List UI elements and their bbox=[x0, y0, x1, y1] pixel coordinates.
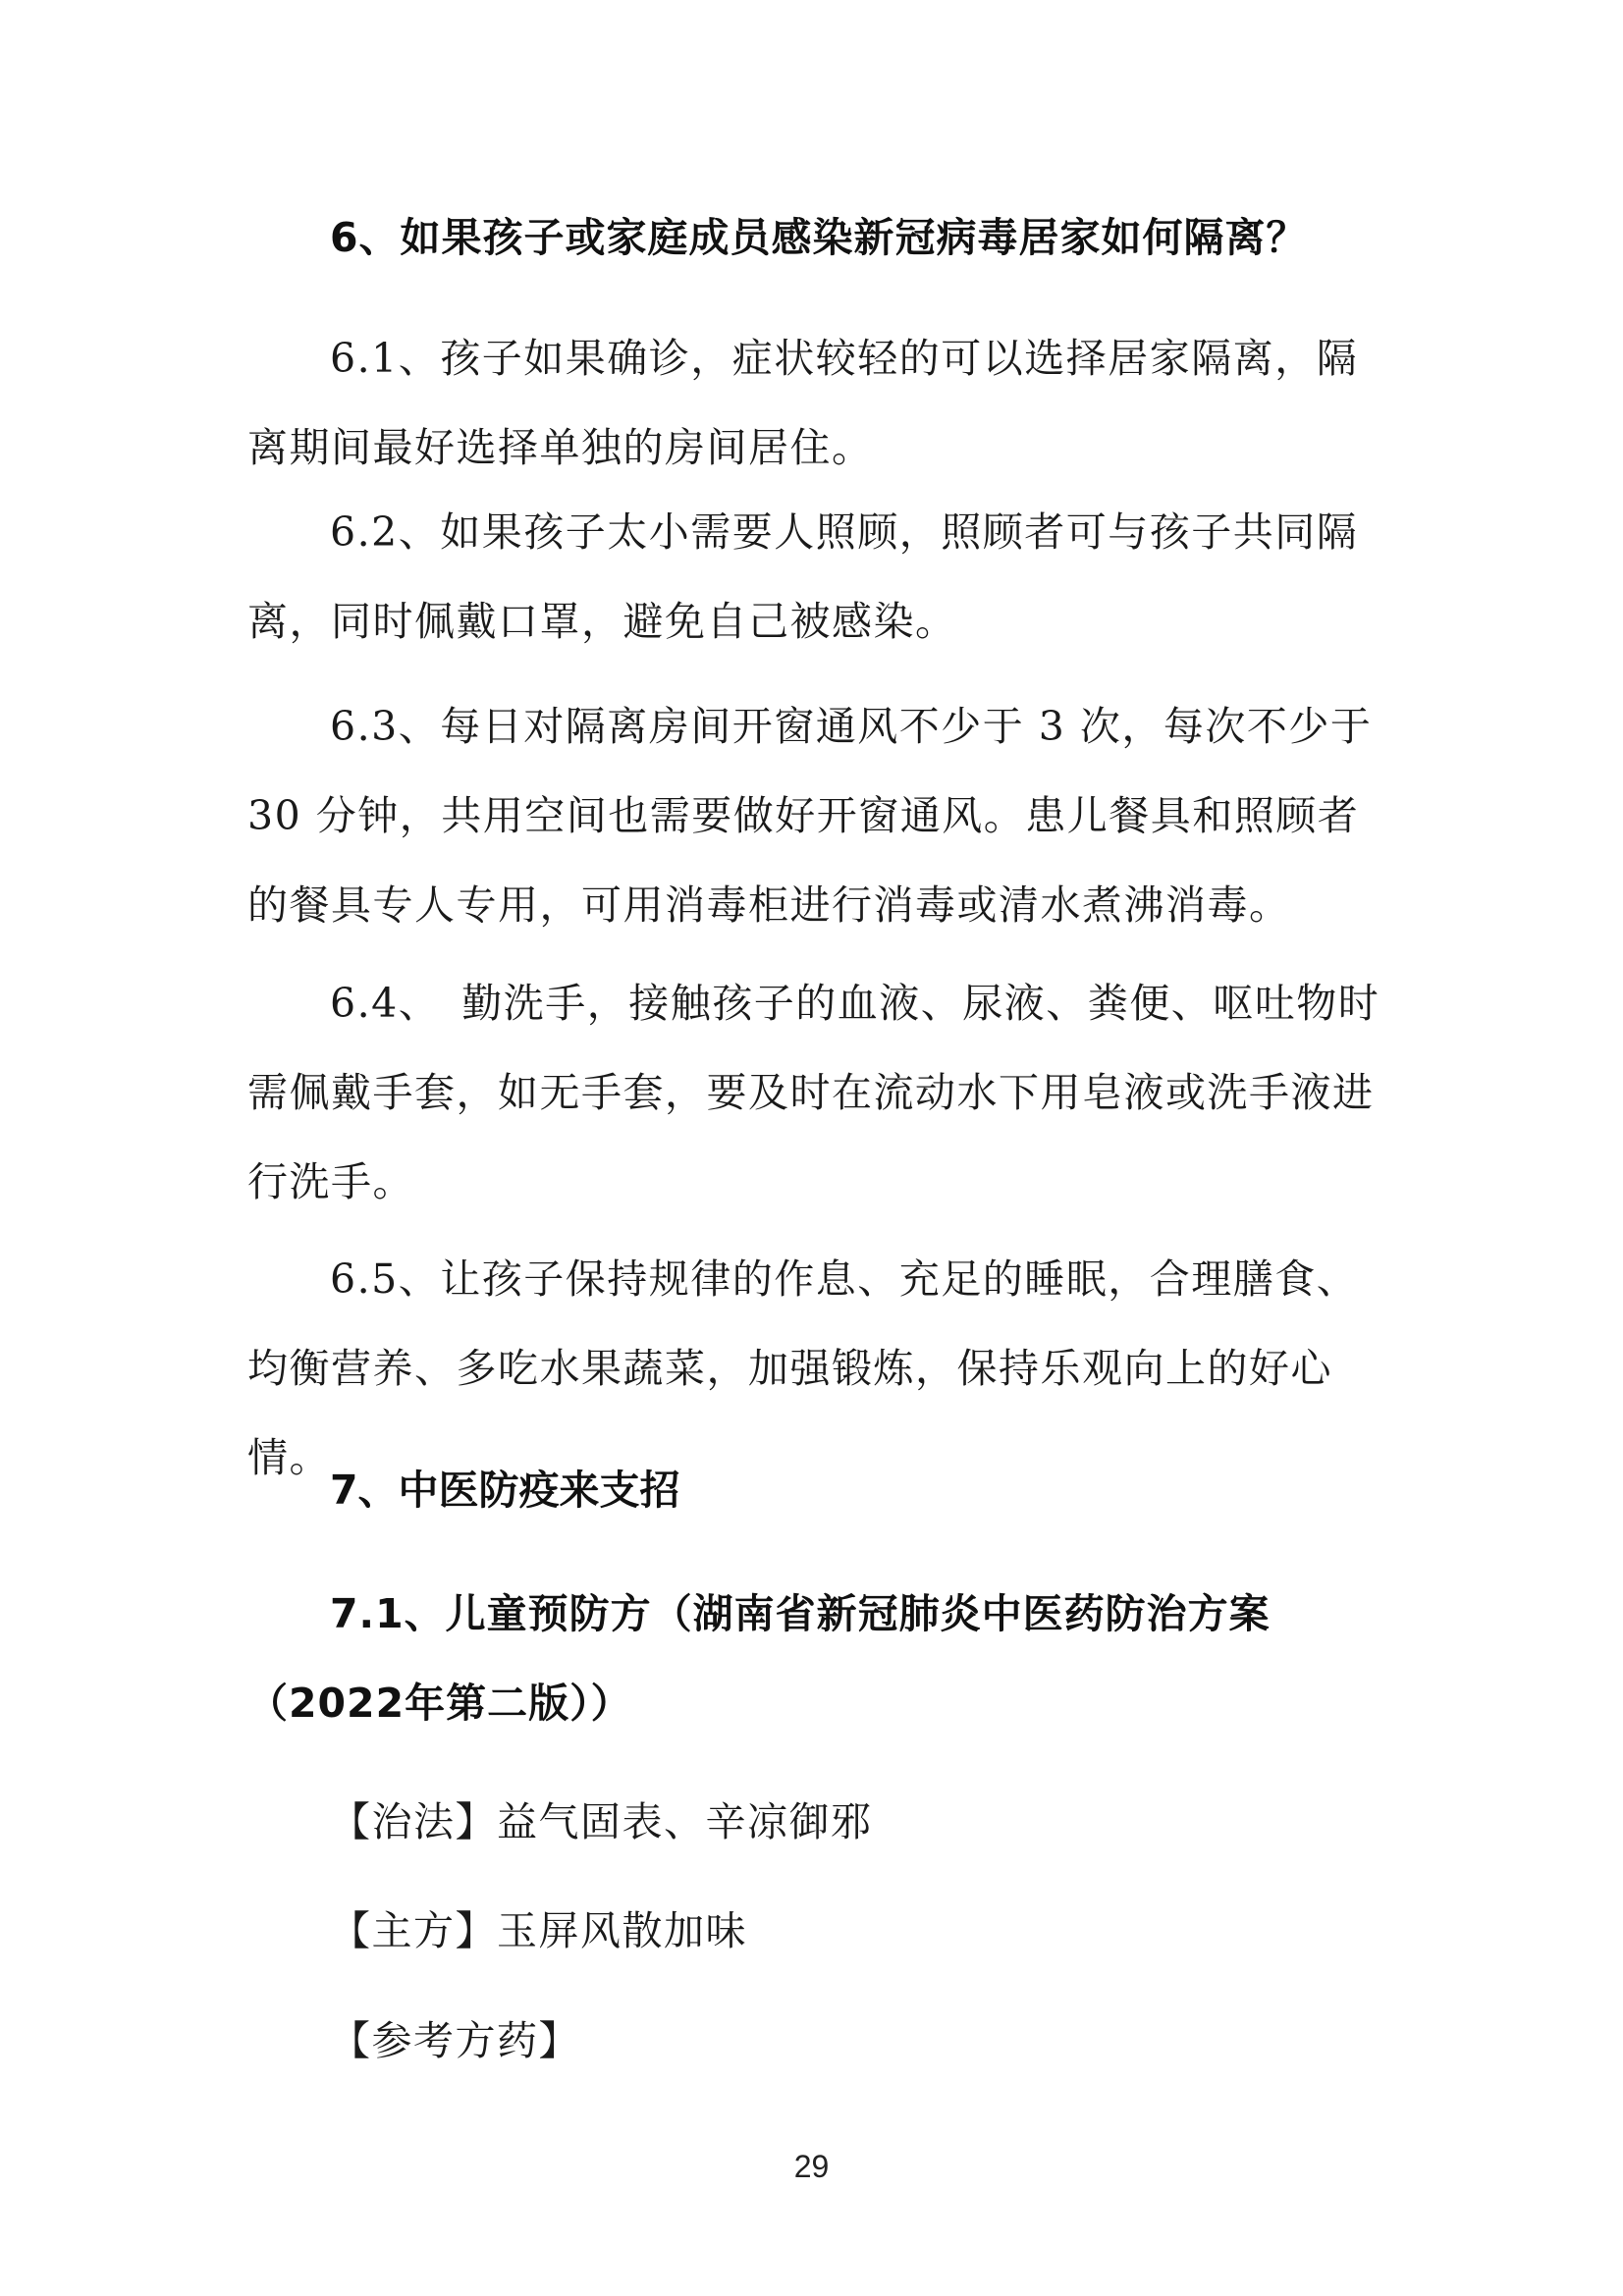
paragraph-6-4: 6.4、 勤洗手，接触孩子的血液、尿液、粪便、呕吐物时需佩戴手套，如无手套，要及时在流动水下用皂液或洗手液进行洗手。 bbox=[247, 980, 1380, 1205]
treatment-method-item: 【治法】益气固表、辛凉御邪 bbox=[330, 1798, 873, 1845]
section-7-1-subheading: 7.1、儿童预防方（湖南省新冠肺炎中医药防治方案（2022年第二版）） bbox=[247, 1590, 1271, 1727]
paragraph-6-3: 6.3、每日对隔离房间开窗通风不少于 3 次，每次不少于 30 分钟，共用空间也需要做好开窗通风。患儿餐具和照顾者的餐具专人专用，可用消毒柜进行消毒或清水煮沸消毒。 bbox=[247, 703, 1373, 929]
paragraph-6-1: 6.1、孩子如果确诊，症状较轻的可以选择居家隔离，隔离期间最好选择单独的房间居住。 bbox=[247, 335, 1359, 471]
section-6-heading: 6、如果孩子或家庭成员感染新冠病毒居家如何隔离？ bbox=[330, 214, 1308, 261]
reference-prescription-item: 【参考方药】 bbox=[330, 2017, 580, 2064]
paragraph-6-2: 6.2、如果孩子太小需要人照顾，照顾者可与孩子共同隔离，同时佩戴口罩，避免自己被感染。 bbox=[247, 508, 1359, 645]
paragraph-6-5: 6.5、让孩子保持规律的作息、充足的睡眠，合理膳食、均衡营养、多吃水果蔬菜，加强锻炼，保持乐观向上的好心情。 bbox=[247, 1255, 1359, 1481]
main-prescription-item: 【主方】玉屏风散加味 bbox=[330, 1907, 747, 1954]
section-7-heading: 7、中医防疫来支招 bbox=[330, 1467, 680, 1514]
page-number: 29 bbox=[793, 2149, 830, 2184]
